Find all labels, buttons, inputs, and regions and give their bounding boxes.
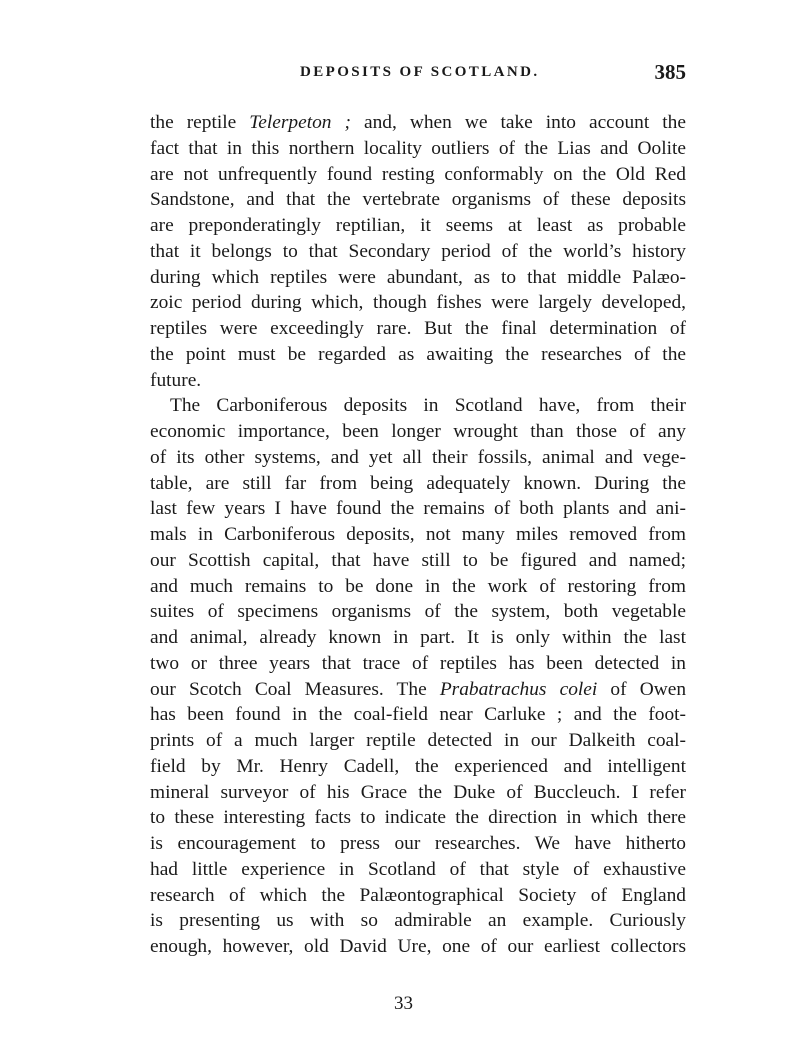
text-line — [150, 908, 686, 934]
text-segment: had little experience in Scotland of that style of exhaustive — [150, 858, 686, 880]
text-segment: and much remains to be done in the work of restoring from — [150, 575, 686, 597]
text-segment: is presenting us with so admirable an example. Curiously — [150, 910, 686, 932]
text-segment: our Scottish capital, that have still to be figured and named; — [150, 549, 686, 571]
text-line — [150, 496, 686, 522]
text-segment: table, are still far from being adequately known. During the — [150, 472, 686, 494]
running-head — [150, 62, 686, 88]
text-segment: during which reptiles were abundant, as to that middle Palæo- — [150, 266, 686, 288]
text-line — [150, 213, 686, 239]
text-line — [150, 728, 686, 754]
text-segment: last few years I have found the remains of both plants and ani- — [150, 498, 686, 520]
text-segment: of Owen — [597, 678, 687, 700]
text-line — [150, 316, 686, 342]
text-segment: future. — [150, 369, 202, 391]
text-line — [150, 934, 686, 960]
text-segment: reptiles were exceedingly rare. But the final determination of — [150, 318, 686, 339]
text-line — [150, 290, 686, 316]
text-segment: has been found in the coal-field near Carluke ; and the foot- — [150, 704, 686, 726]
italic-term: Telerpeton ; — [249, 112, 351, 133]
text-segment: to these interesting facts to indicate the direction in which there — [150, 807, 686, 829]
text-segment: field by Mr. Henry Cadell, the experienced and intelligent — [150, 755, 686, 777]
text-segment: The Carboniferous deposits in Scotland have, from their — [170, 395, 686, 417]
text-line — [150, 419, 686, 445]
text-line — [150, 187, 686, 213]
text-line — [150, 393, 686, 419]
text-line — [150, 445, 686, 471]
text-segment: of its other systems, and yet all their fossils, animal and vege- — [150, 446, 686, 468]
text-segment: and animal, already known in part. It is only within the last — [150, 627, 686, 648]
italic-term: Prabatrachus colei — [439, 678, 598, 700]
text-line — [150, 265, 686, 291]
text-segment: mineral surveyor of his Grace the Duke of Buccleuch. I refer — [150, 781, 686, 803]
text-line — [150, 162, 686, 188]
text-line — [150, 599, 686, 625]
text-segment: prints of a much larger reptile detected in our Dalkeith coal- — [150, 730, 686, 751]
text-line — [150, 625, 686, 651]
text-line — [150, 805, 686, 831]
text-line — [150, 702, 686, 728]
running-title: DEPOSITS OF SCOTLAND. — [300, 64, 540, 80]
text-segment: fact that in this northern locality outliers of the Lias and Oolite — [150, 137, 686, 159]
text-line — [150, 780, 686, 806]
text-segment: that it belongs to that Secondary period of the world’s history — [150, 240, 686, 262]
text-segment: two or three years that trace of reptiles has been detected in — [150, 652, 686, 674]
text-segment: mals in Carboniferous deposits, not many miles removed from — [150, 524, 686, 545]
signature-mark: 33 — [394, 993, 413, 1014]
text-segment: are preponderatingly reptilian, it seems at least as probable — [150, 215, 686, 236]
text-line — [150, 368, 686, 394]
text-line — [150, 239, 686, 265]
text-segment: suites of specimens organisms of the system, both vegetable — [150, 601, 686, 623]
text-segment: are not unfrequently found resting conformably on the Old Red — [150, 163, 686, 185]
text-line — [150, 548, 686, 574]
text-line — [150, 471, 686, 497]
text-segment: enough, however, old David Ure, one of our earliest collectors — [150, 936, 686, 957]
text-segment: is encouragement to press our researches. We have hitherto — [150, 833, 686, 854]
text-segment: and, when we take into account the — [350, 112, 686, 133]
text-segment: Sandstone, and that the vertebrate organisms of these deposits — [150, 189, 686, 211]
text-line — [150, 677, 686, 703]
text-line — [150, 342, 686, 368]
page-number: 385 — [654, 60, 686, 84]
text-line — [150, 754, 686, 780]
text-line — [150, 110, 686, 136]
text-line — [150, 857, 686, 883]
body-text — [150, 110, 686, 960]
text-segment: economic importance, been longer wrought than those of any — [150, 421, 686, 442]
text-segment: zoic period during which, though fishes were largely developed, — [150, 292, 686, 314]
text-line — [150, 883, 686, 909]
text-segment: our Scotch Coal Measures. The — [150, 678, 440, 700]
text-line — [150, 522, 686, 548]
text-segment: the reptile — [150, 112, 250, 133]
text-line — [150, 651, 686, 677]
text-line — [150, 831, 686, 857]
text-segment: research of which the Palæontographical Society of England — [150, 884, 686, 906]
text-line — [150, 136, 686, 162]
text-line — [150, 574, 686, 600]
text-segment: the point must be regarded as awaiting the researches of the — [150, 343, 686, 365]
